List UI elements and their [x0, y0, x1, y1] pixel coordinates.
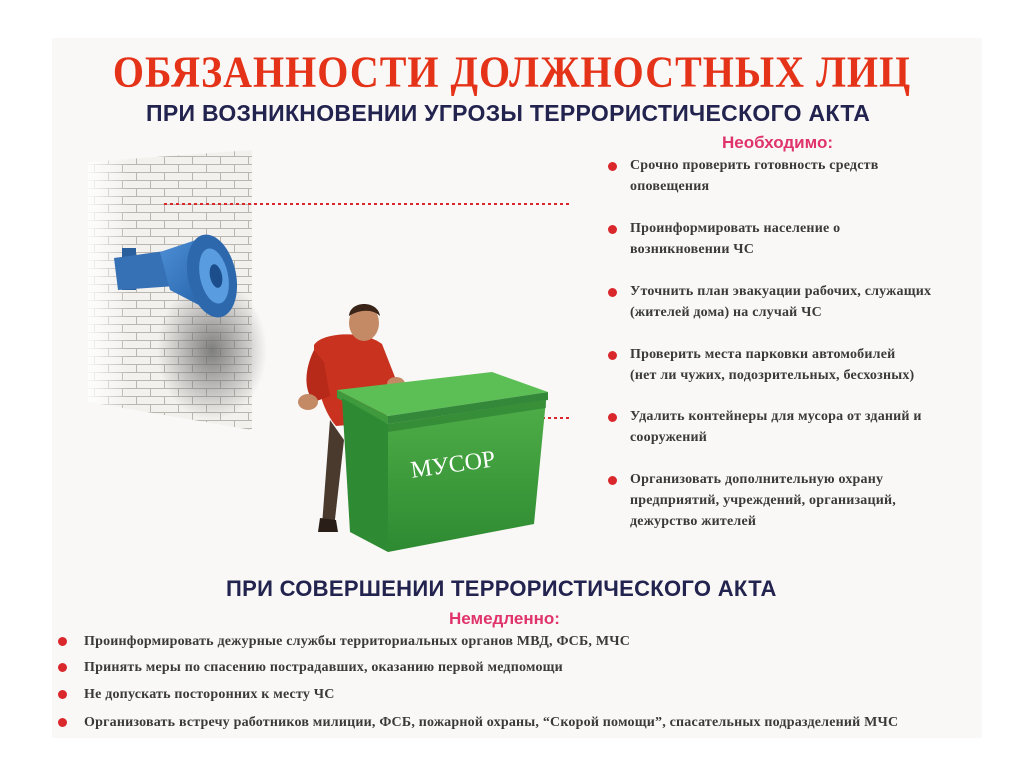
- list-item: [608, 218, 968, 262]
- item-text: Проинформировать дежурные службы территориальных органов МВД, ФСБ, МЧС: [84, 634, 631, 649]
- bullet-dot: [608, 413, 617, 422]
- threat-section-kicker: Необходимо:: [722, 133, 834, 152]
- bin-label: МУСОР: [409, 446, 497, 484]
- item-text: Удалить контейнеры для мусора от зданий и: [630, 409, 922, 424]
- bullet-dot: [58, 690, 67, 699]
- bullet-dot: [608, 351, 617, 360]
- illustration: [52, 140, 572, 570]
- item-text: возникновении ЧС: [630, 242, 755, 257]
- bullet-dot: [58, 637, 67, 646]
- bullet-dot: [608, 288, 617, 297]
- item-text: предприятий, учреждений, организаций,: [630, 493, 897, 508]
- list-item: [58, 684, 988, 706]
- act-section-heading: ПРИ СОВЕРШЕНИИ ТЕРРОРИСТИЧЕСКОГО АКТА: [226, 576, 777, 601]
- item-text: Срочно проверить готовность средств: [630, 158, 879, 173]
- list-item: [608, 281, 968, 325]
- item-text: дежурство жителей: [630, 514, 757, 529]
- item-text: Не допускать посторонних к месту ЧС: [84, 687, 335, 702]
- item-text: сооружений: [630, 430, 708, 445]
- bullet-dot: [58, 663, 67, 672]
- page-title: ОБЯЗАННОСТИ ДОЛЖНОСТНЫХ ЛИЦ: [112, 46, 912, 97]
- item-text: оповещения: [630, 179, 710, 194]
- item-text: Организовать встречу работников милиции, ФСБ, пожарной охраны, “Скорой помощи”, спасательных подразделений МЧС: [84, 715, 899, 730]
- list-item: [58, 657, 988, 679]
- list-item: [608, 406, 968, 450]
- list-item: [608, 469, 968, 535]
- item-text: Принять меры по спасению пострадавших, оказанию первой медпомощи: [84, 660, 563, 675]
- item-text: Организовать дополнительную охрану: [630, 472, 884, 487]
- list-item: [58, 631, 988, 653]
- item-text: Уточнить план эвакуации рабочих, служащих: [630, 284, 932, 299]
- item-text: Проинформировать население о: [630, 221, 841, 236]
- item-text: Проверить места парковки автомобилей: [630, 347, 896, 362]
- bullet-dot: [608, 162, 617, 171]
- item-text: (жителей дома) на случай ЧС: [630, 305, 822, 320]
- bullet-dot: [608, 225, 617, 234]
- threat-section-heading: ПРИ ВОЗНИКНОВЕНИИ УГРОЗЫ ТЕРРОРИСТИЧЕСКОГО АКТА: [146, 100, 871, 126]
- list-item: [608, 155, 968, 199]
- list-item: [58, 712, 988, 734]
- trash-bin-icon: [337, 372, 548, 552]
- bullet-dot: [58, 718, 67, 727]
- item-text: (нет ли чужих, подозрительных, бесхозных): [630, 368, 915, 383]
- act-section-kicker: Немедленно:: [449, 609, 560, 628]
- list-item: [608, 344, 968, 388]
- bullet-dot: [608, 476, 617, 485]
